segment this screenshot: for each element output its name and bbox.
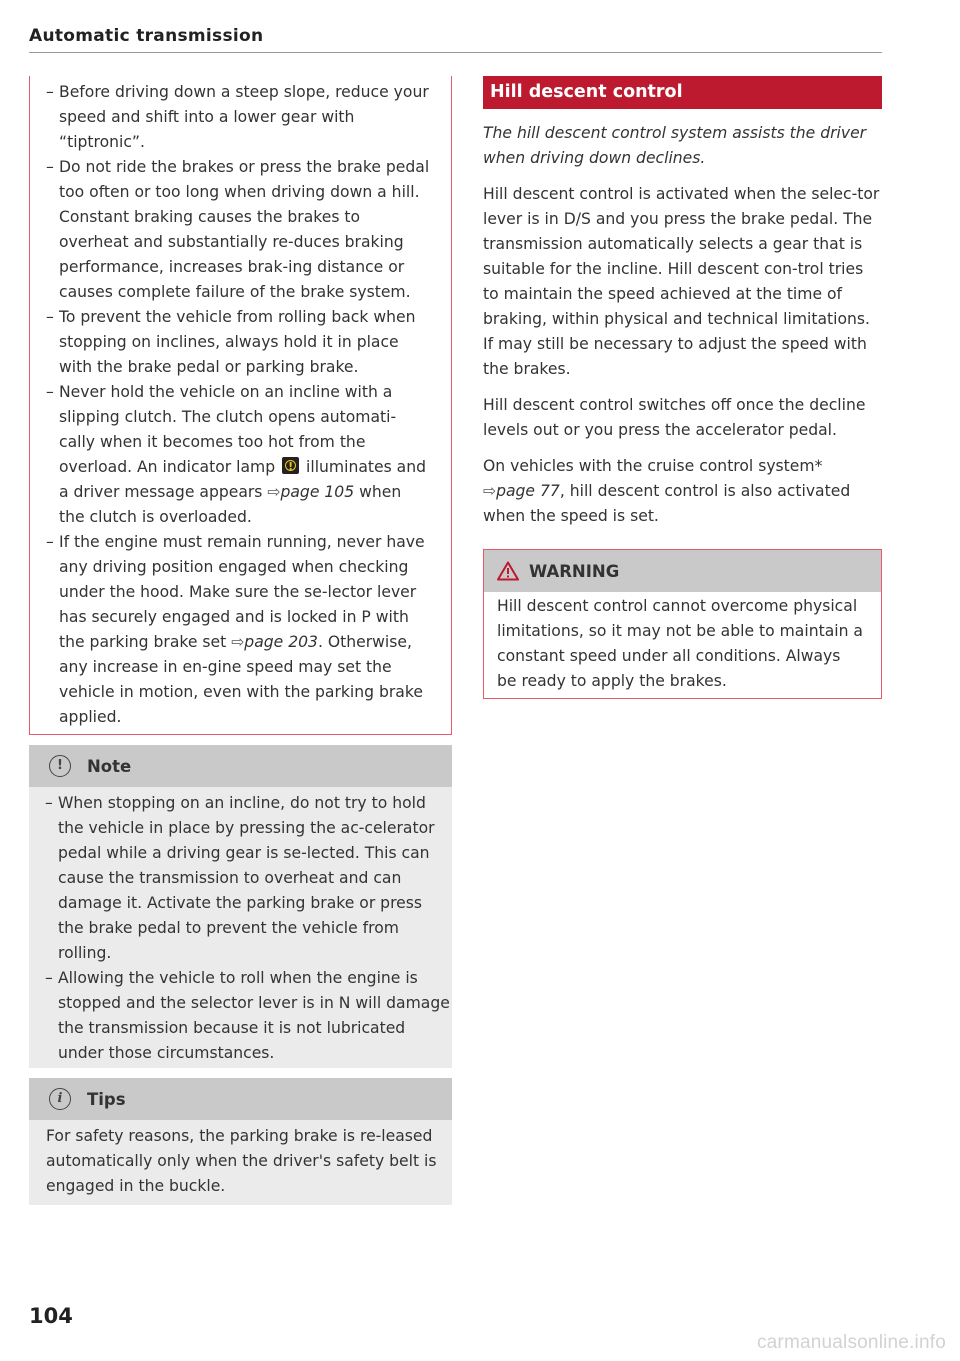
warning-heading: WARNING [529,561,620,581]
tips-heading: Tips [87,1089,126,1109]
warning-bullet: – To prevent the vehicle from rolling back when stopping on inclines, always hold it in place with the brake pedal or parking brake. [30,305,431,380]
warning-bullet: – Before driving down a steep slope, reduce your speed and shift into a lower gear with “tiptronic”. [30,80,431,155]
tips-header [29,1078,452,1120]
note-header [29,745,452,787]
warning-body: Hill descent control cannot overcome physical limitations, so it may not be able to maintain a constant speed under all conditions. Always be ready to apply the brakes. [497,597,863,690]
note-box [29,745,452,1068]
note-heading: Note [87,756,132,776]
warning-box [483,549,882,699]
warning-bullet [30,380,431,530]
tips-body: For safety reasons, the parking brake is re-leased automatically only when the driver's safety belt is engaged in the buckle. [29,1120,452,1205]
note-body [29,787,452,1068]
body-paragraph: Hill descent control switches off once the decline levels out or you press the accelerator pedal. [483,396,866,439]
right-column [483,76,882,699]
body-paragraph [483,454,882,529]
bullet-text: illuminates and a driver message appears [59,458,427,501]
page-reference-link[interactable] [231,633,318,651]
page-header-title: Automatic transmission [29,26,264,46]
warning-header [484,550,881,592]
page-reference-link[interactable] [483,482,560,500]
header-divider [29,52,882,53]
note-bullet: – When stopping on an incline, do not try to hold the vehicle in place by pressing the ac-celerator pedal while a driving gear is se-lected. This can cause the transmission to overheat and can damage it. Activate the parking brake or press the brake pedal to prevent the vehicle from rolling. [29,791,452,966]
section-title: Hill descent control [483,76,882,109]
indicator-lamp-icon [282,457,299,474]
warning-continuation-box [29,76,452,735]
page-reference-text: page 105 [280,483,355,501]
info-circle-icon: i [49,1088,71,1110]
page-reference-text: page 77 [496,482,560,500]
arrow-icon: ⇨ [483,482,497,500]
page-reference-link[interactable] [267,483,354,501]
bullet-text: when the clutch is overloaded. [59,483,402,526]
warning-bullet [30,530,431,730]
warning-bullet: – Do not ride the brakes or press the brake pedal too often or too long when driving down a hill. Constant braking causes the brakes to overheat and substantially re-duces braking performance, increases brak-ing distance or causes complete failure of the brake system. [30,155,431,305]
section-intro: The hill descent control system assists the driver when driving down declines. [483,124,867,167]
arrow-icon: ⇨ [231,633,245,651]
body-paragraph: Hill descent control is activated when the selec-tor lever is in D/S and you press the brake pedal. The transmission automatically selects a gear that is suitable for the incline. Hill descent con-trol tries to maintain the speed achieved at the time of braking, within physical and technical limitations. If may still be necessary to adjust the speed with the brakes. [483,185,880,378]
page-number: 104 [29,1304,73,1328]
bullet-text: If the engine must remain running, never have any driving position engaged when checking under the hood. Make sure the se-lector lever has securely engaged and is locked in P with the parking brake set [59,533,425,651]
arrow-icon: ⇨ [267,483,281,501]
left-column [29,76,452,1205]
watermark: carmanualsonline.info [756,1332,946,1353]
note-bullet-list [29,791,452,1066]
warning-triangle-icon [497,561,519,581]
paragraph-text: , hill descent control is also activated when the speed is set. [483,482,851,525]
bullet-text: . Otherwise, any increase in en-gine speed may set the vehicle in motion, even with the parking brake applied. [59,633,423,726]
bullet-text: Never hold the vehicle on an incline with a slipping clutch. The clutch opens automati-cally when it becomes too hot from the overload. An indicator lamp [59,383,397,476]
note-bullet: – Allowing the vehicle to roll when the engine is stopped and the selector lever is in N will damage the transmission because it is not lubricated under those circumstances. [29,966,452,1066]
tips-box [29,1078,452,1205]
page-reference-text: page 203 [244,633,318,651]
exclamation-circle-icon: ! [49,755,71,777]
warning-bullet-list [30,80,431,730]
paragraph-text: On vehicles with the cruise control system* [483,457,823,475]
